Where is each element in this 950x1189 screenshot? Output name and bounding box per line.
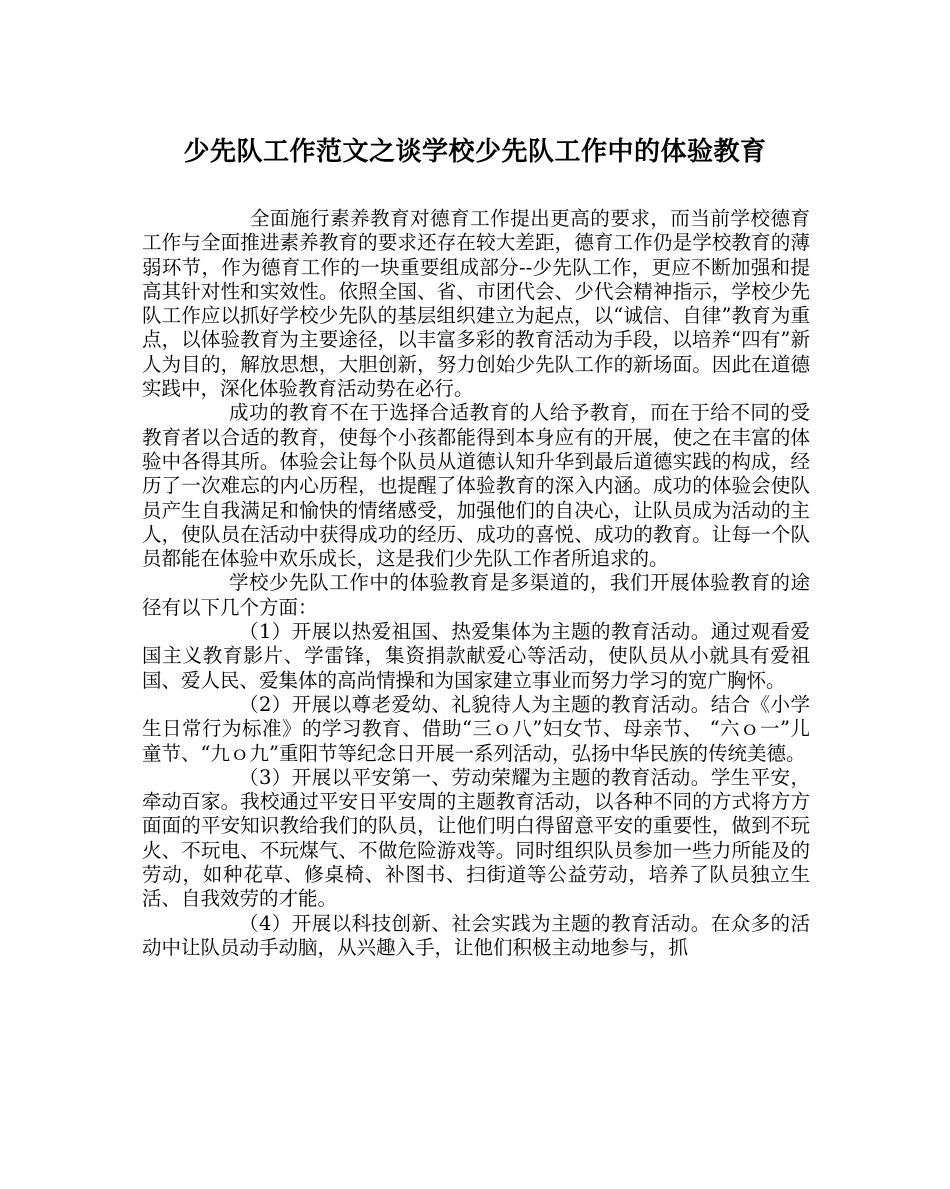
document-title: 少先队工作范文之谈学校少先队工作中的体验教育 <box>183 137 767 167</box>
paragraph-item-4: （4）开展以科技创新、社会实践为主题的教育活动。在众多的活动中让队员动手动脑，从兴趣入手，让他们积极主动地参与，抓 <box>142 911 810 959</box>
paragraph-successful-education: 成功的教育不在于选择合适教育的人给予教育，而在于给不同的受教育者以合适的教育，使每个小孩都能得到本身应有的开展，使之在丰富的体验中各得其所。体验会让每个队员从道德认知升华到最后道德实践的构成，经历了一次难忘的内心历程，也提醒了体验教育的深入内涵。成功的体验会使队员产生自我满足和愉快的情绪感受，加强他们的自决心，让队员成为活动的主人，使队员在活动中获得成功的经历、成功的喜悦、成功的教育。让每一个队员都能在体验中欢乐成长，这是我们少先队工作者所追求的。 <box>142 401 810 571</box>
paragraph-approaches: 学校少先队工作中的体验教育是多渠道的，我们开展体验教育的途径有以下几个方面： <box>142 571 810 619</box>
paragraph-item-3: （3）开展以平安第一、劳动荣耀为主题的教育活动。学生平安，牵动百家。我校通过平安日平安周的主题教育活动，以各种不同的方式将方方面面的平安知识教给我们的队员，让他们明白得留意平安的重要性，做到不玩火、不玩电、不玩煤气、不做危险游戏等。同时组织队员参加一些力所能及的劳动，如种花草、修桌椅、补图书、扫街道等公益劳动，培养了队员独立生活、自我效劳的才能。 <box>142 765 810 911</box>
paragraph-item-1: （1）开展以热爱祖国、热爱集体为主题的教育活动。通过观看爱国主义教育影片、学雷锋，集资捐款献爱心等活动，使队员从小就具有爱祖国、爱人民、爱集体的高尚情操和为国家建立事业而努力学习的宽广胸怀。 <box>142 620 810 692</box>
document-body <box>142 207 810 960</box>
paragraph-intro: 全面施行素养教育对德育工作提出更高的要求，而当前学校德育工作与全面推进素养教育的要求还存在较大差距，德育工作仍是学校教育的薄弱环节，作为德育工作的一块重要组成部分--少先队工作，更应不断加强和提高其针对性和实效性。依照全国、省、市团代会、少代会精神指示，学校少先队工作应以抓好学校少先队的基层组织建立为起点，以“诚信、自律”教育为重点，以体验教育为主要途径，以丰富多彩的教育活动为手段，以培养“四有”新人为目的，解放思想，大胆创新，努力创始少先队工作的新场面。因此在道德实践中，深化体验教育活动势在必行。 <box>142 207 810 401</box>
paragraph-item-2: （2）开展以尊老爱幼、礼貌待人为主题的教育活动。结合《小学生日常行为标准》的学习教育、借助“三ｏ八”妇女节、母亲节、 “六ｏ一”儿童节、“九ｏ九”重阳节等纪念日开展一系列活动，弘扬中华民族的传统美德。 <box>142 692 810 765</box>
